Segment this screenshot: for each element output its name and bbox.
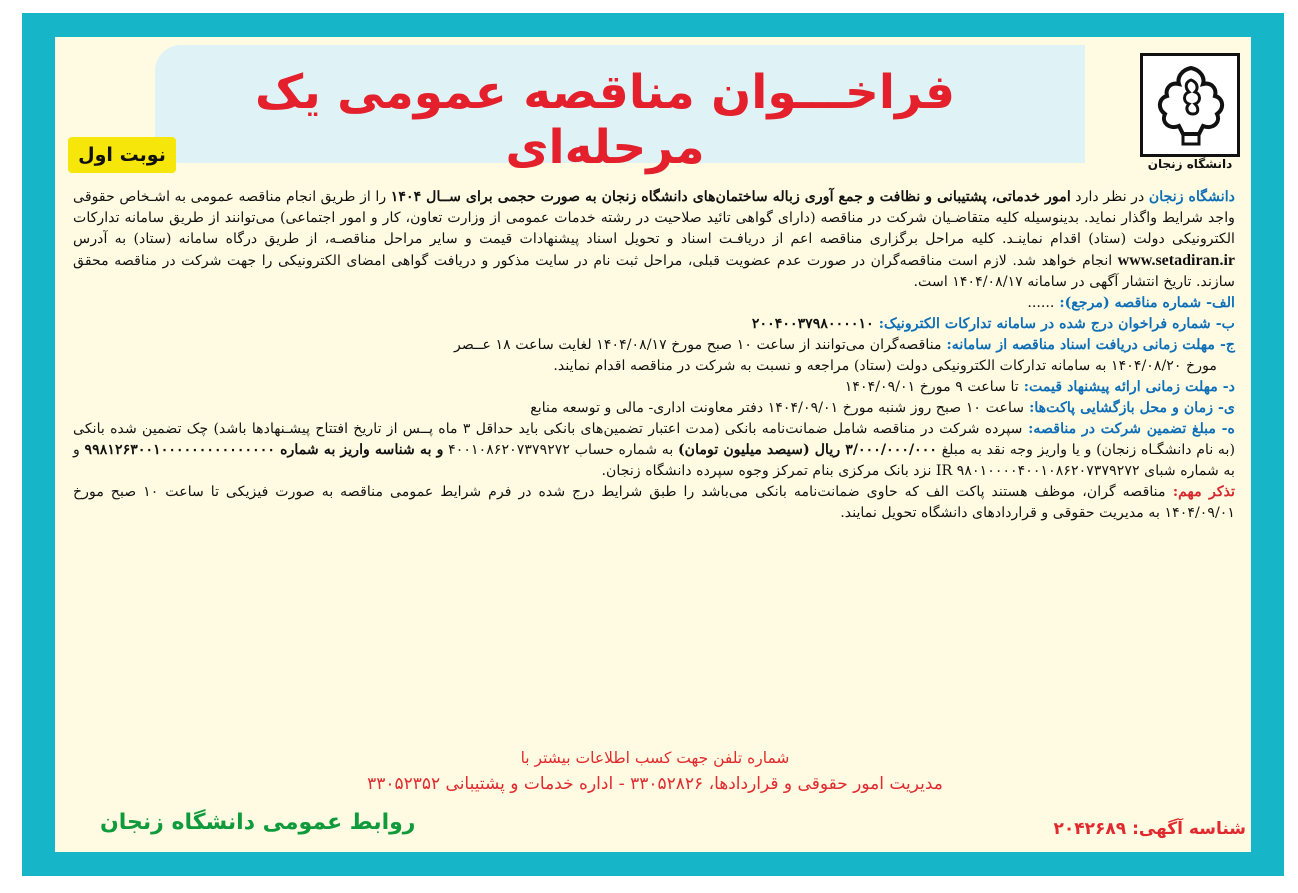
- ad-frame: [22, 13, 1284, 876]
- item-f: [73, 419, 1235, 482]
- item-f-text-3: به شماره حساب ۴۰۰۱۰۸۶۲۰۷۳۷۹۲۷۲: [443, 442, 678, 458]
- item-c-text-1: مناقصه‌گران می‌توانند از ساعت ۱۰ صبح مورخ ۱۴۰۴/۰۸/۱۷ لغایت ساعت ۱۸ عــصر: [454, 337, 942, 353]
- item-b-label: ب- شماره فراخوان درج شده در سامانه تدارکات الکترونیک:: [873, 316, 1235, 332]
- item-c-label: ج- مهلت زمانی دریافت اسناد مناقصه از سامانه:: [941, 337, 1235, 353]
- tree-emblem-icon: [1153, 64, 1229, 148]
- setad-link[interactable]: www.setadiran.ir: [1117, 252, 1235, 269]
- item-c: [73, 335, 1235, 377]
- item-d-text: تا ساعت ۹ مورخ ۱۴۰۴/۰۹/۰۱: [844, 379, 1019, 395]
- intro-text-1: در نظر دارد: [1070, 189, 1149, 205]
- item-e: [73, 398, 1235, 419]
- org-name: دانشگاه زنجان: [1148, 189, 1235, 205]
- item-f-text-2: از تاریخ افتتاح پیشـنهادها باشد) چک تضمین شده بانکی (به نام دانشگـاه زنجان) و یا واریز وجه نقد به مبلغ: [73, 421, 1235, 458]
- item-f-amount: ۳/۰۰۰/۰۰۰/۰۰۰ ریال (سیصد میلیون تومان): [677, 442, 937, 458]
- item-f-shenase: و به شناسه واریز به شماره ۹۹۸۱۲۶۳۰۰۱۰۰۰۰۰۰۰۰۰۰۰۰۰۰۰: [84, 442, 444, 458]
- note-text: مناقصه گران، موظف هستند پاکت الف که حاوی ضمانت‌نامه بانکی می‌باشد را طبق شرایط درج شده در فرم شرایط عمومی مناقصه به صورت فیزیکی تا ساعت ۱۰ صبح مورخ ۱۴۰۴/۰۹/۰۱ به مدیریت حقوقی و قراردادهای دانشگاه تحویل نمایند.: [73, 484, 1235, 521]
- university-logo: [1140, 53, 1244, 181]
- ad-id: شناسه آگهی: ۲۰۴۲۶۸۹: [1053, 819, 1246, 839]
- item-d-label: د- مهلت زمانی ارائه پیشنهاد قیمت:: [1018, 379, 1235, 395]
- intro-text-2: را از طریق انجام مناقصه عمومی به اشـخاص حقوقی واجد شرایط واگذار نماید. بدینوسیله کلیه متقاضـیان شرکت در مناقصه (دارای گواهی تائید صلاحیت در رشته خدمات عمومی از وزارت تعاون، کار و امور اجتماعی) می‌توانند از طریق سامانه تدارکات الکترونیکی دولت (ستاد) اقدام نماینـد. کلیه مراحل برگزاری مناقصه اعم از دریافـت اسناد و تحویل اسناد پیشنهادات قیمت و سایر مراحل مناقصـه، از طریق درگاه سامانه (ستاد) به آدرس: [73, 189, 1235, 247]
- note-label: تذکر مهم:: [1165, 484, 1235, 500]
- item-b-value: ۲۰۰۴۰۰۳۷۹۸۰۰۰۰۱۰: [751, 316, 874, 332]
- ad-paper: [55, 37, 1251, 852]
- intro-text-3: انجام خواهد شد. لازم است مناقصه‌گران در صورت عدم عضویت قبلی، مراحل ثبت نام در سایت مذکور و دریافت گواهی امضای الکترونیکی را جهت شرکت در مناقصه محقق سازند. تاریخ انتشار آگهی در سامانه ۱۴۰۴/۰۸/۱۷ است.: [73, 253, 1235, 290]
- tender-subject: امور خدماتی، پشتیبانی و نظافت و جمع آوری زباله ساختمان‌های دانشگاه زنجان به صورت حجمی برای ســال ۱۴۰۴: [390, 189, 1071, 205]
- item-a: [73, 293, 1235, 314]
- edition-badge: نوبت اول: [68, 137, 176, 173]
- item-e-text: ساعت ۱۰ صبح روز شنبه مورخ ۱۴۰۴/۰۹/۰۱ دفتر معاونت اداری- مالی و توسعه منابع: [530, 400, 1025, 416]
- ad-body: [73, 187, 1235, 524]
- item-c-text-2: مورخ ۱۴۰۴/۰۸/۲۰ به سامانه تدارکات الکترونیکی دولت (ستاد) مراجعه و نسبت به شرکت در مناقصه اقدام نمایند.: [553, 358, 1217, 374]
- item-f-text-1: سپرده شرکت در مناقصه شامل ضمانت‌نامه بانکی (مدت اعتبار تضمین‌های بانکی باید حداقل ۳ ماه پــس: [402, 421, 1023, 437]
- contact-info: [155, 745, 1155, 797]
- item-a-label: الف- شماره مناقصه (مرجع):: [1054, 295, 1235, 311]
- logo-box: [1140, 53, 1240, 157]
- logo-caption: دانشگاه زنجان: [1147, 157, 1233, 171]
- item-d: [73, 377, 1235, 398]
- public-relations-signature: روابط عمومی دانشگاه زنجان: [100, 810, 416, 835]
- item-b: [73, 314, 1235, 335]
- item-a-value: ......: [1027, 295, 1055, 311]
- item-f-label: ه- مبلغ تضمین شرکت در مناقصه:: [1022, 421, 1235, 437]
- contact-line-1: شماره تلفن جهت کسب اطلاعات بیشتر با: [520, 749, 790, 767]
- contact-line-2: مدیریت امور حقوقی و قراردادها، ۳۳۰۵۲۸۲۶ - اداره خدمات و پشتیبانی ۳۳۰۵۲۳۵۲: [367, 774, 943, 794]
- item-f-text-4: و به شماره شبای IR ۹۸۰۱۰۰۰۰۴۰۰۱۰۸۶۲۰۷۳۷۹۲۷۲ نزد بانک مرکزی بنام تمرکز وجوه سپرده دانشگاه زنجان.: [73, 442, 1235, 479]
- ad-title: فراخـــوان مناقصه عمومی یک مرحله‌ای: [255, 65, 955, 175]
- intro-paragraph: [73, 187, 1235, 293]
- important-note: [73, 482, 1235, 524]
- item-e-label: ی- زمان و محل بازگشایی پاکت‌ها:: [1024, 400, 1235, 416]
